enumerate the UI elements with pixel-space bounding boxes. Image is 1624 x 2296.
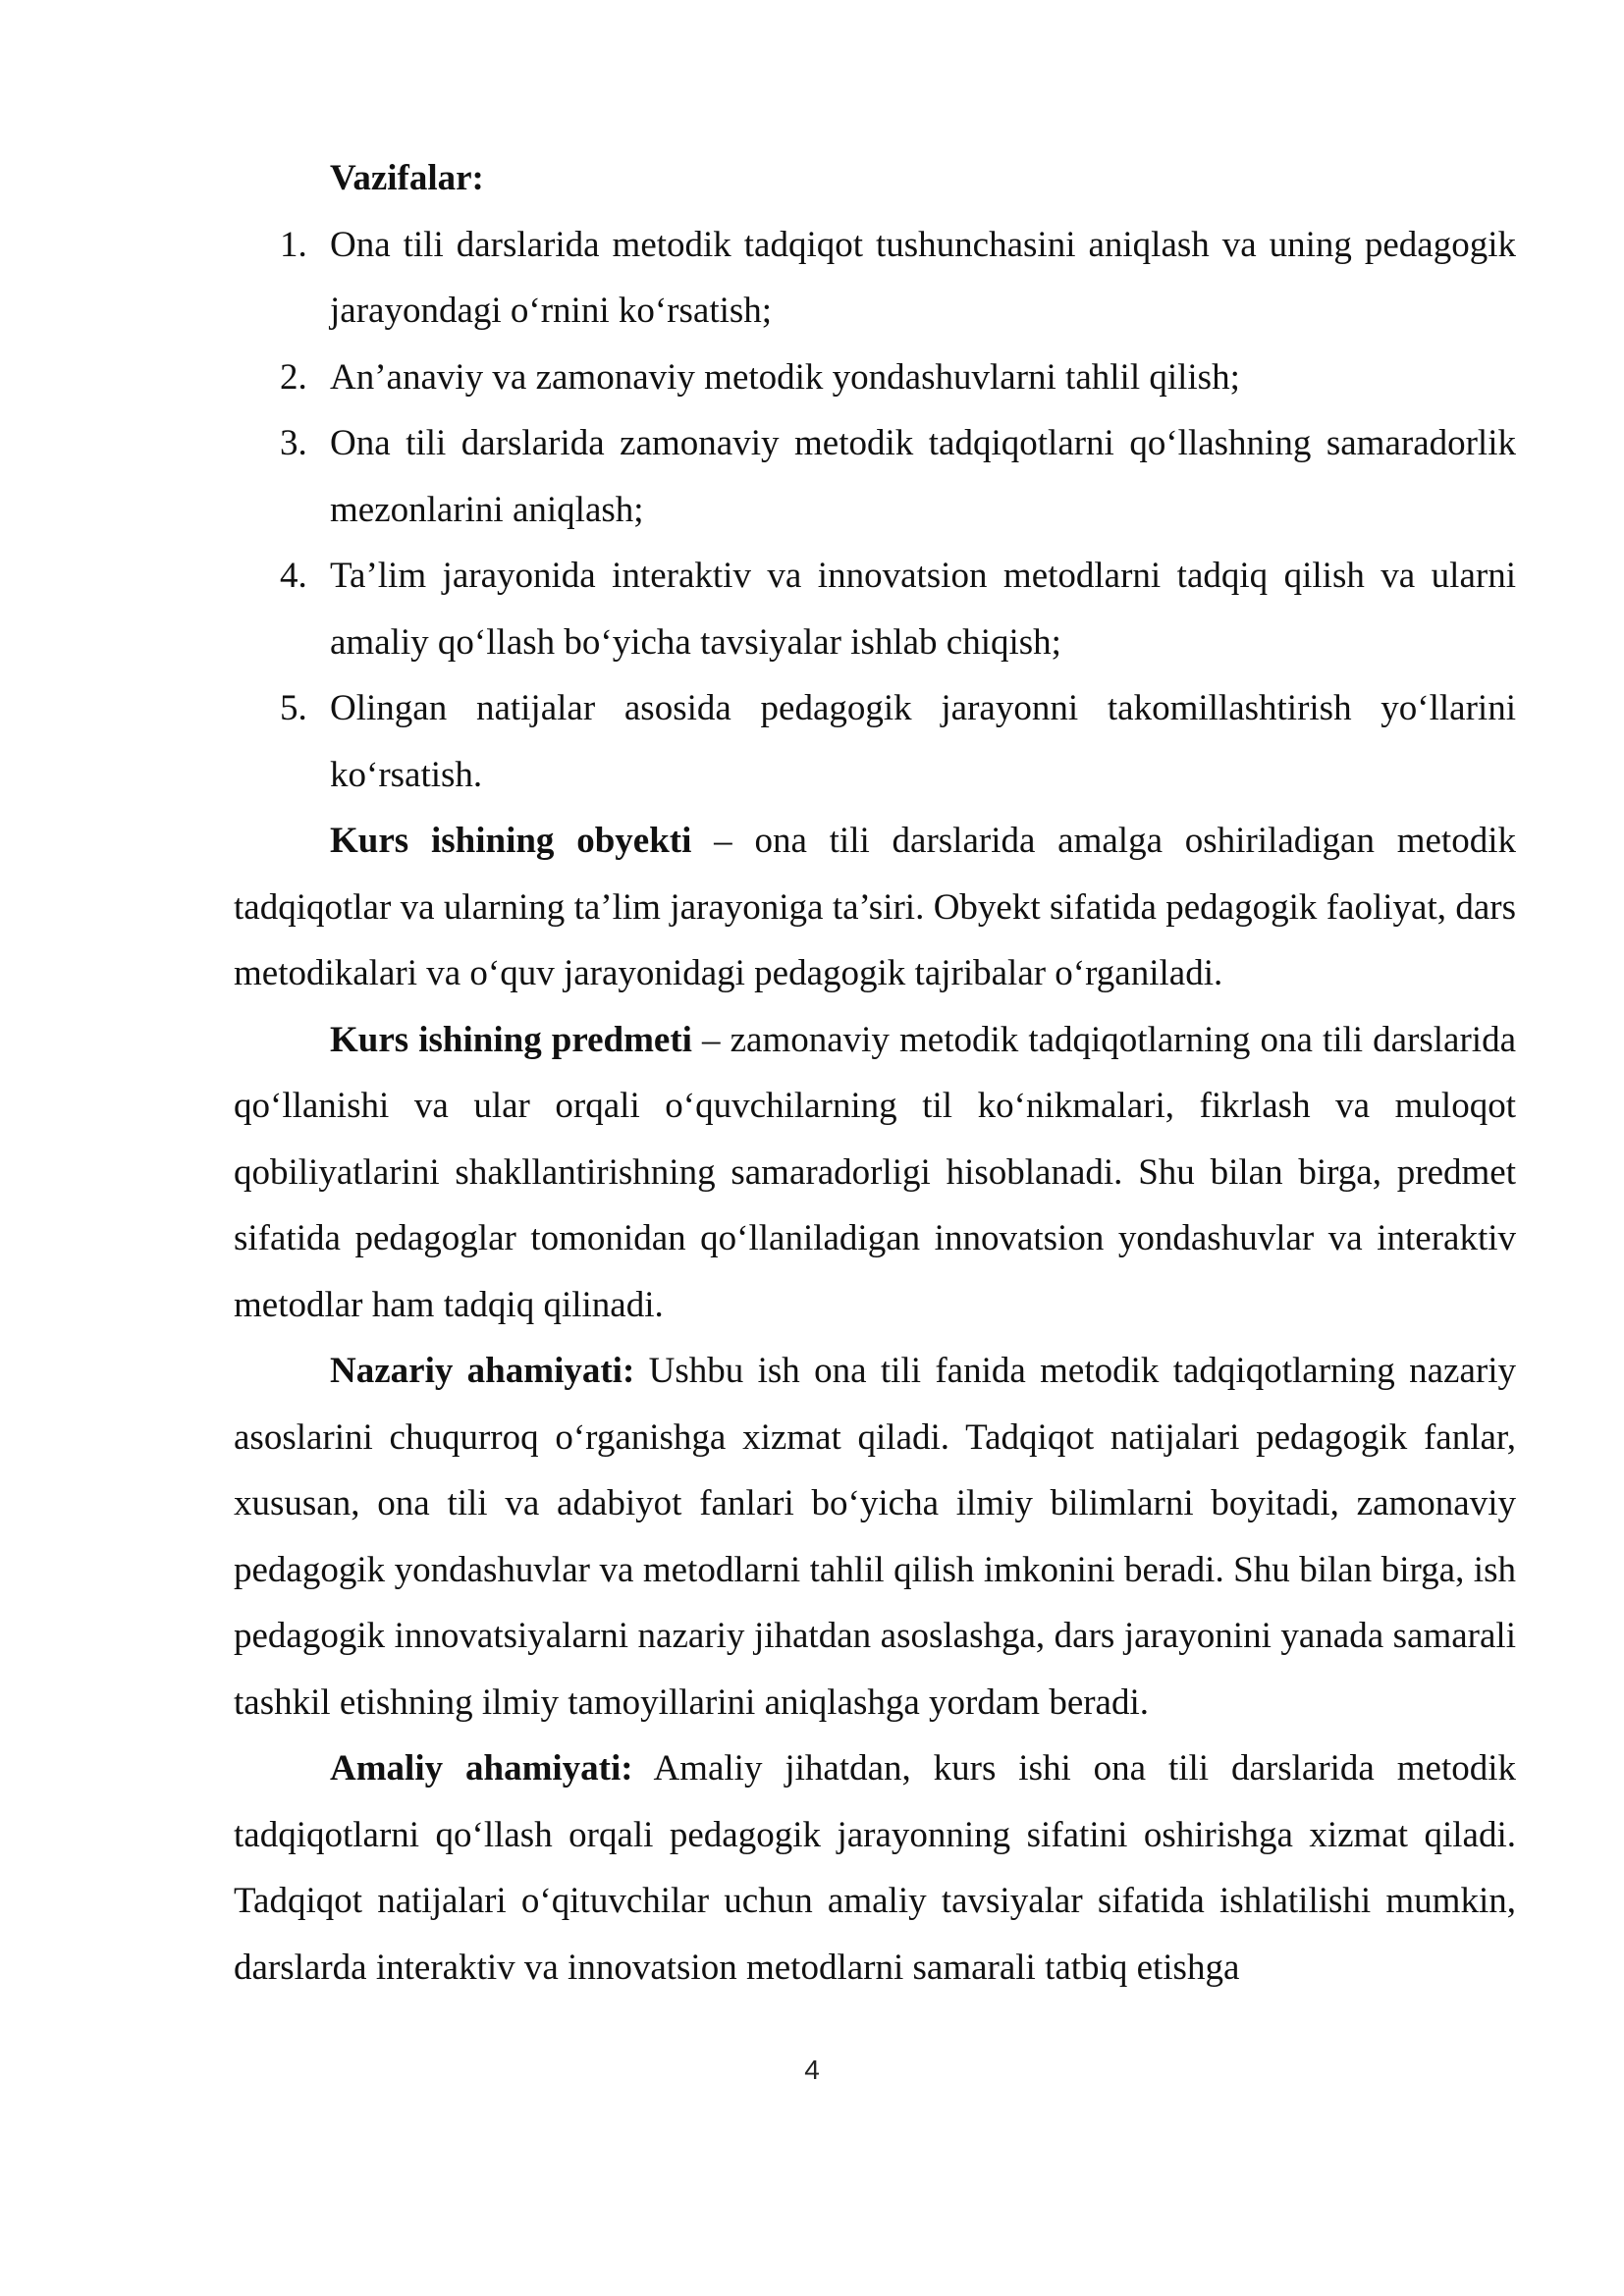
list-item-text: Ona tili darslarida metodik tadqiqot tushunchasini aniqlash va uning pedagogik jarayondagi o‘rnini ko‘rsatish; bbox=[330, 224, 1516, 331]
list-item-number: 5. bbox=[280, 688, 307, 728]
list-item-number: 3. bbox=[280, 423, 307, 463]
list-item bbox=[234, 410, 1516, 543]
practical-significance-paragraph bbox=[234, 1735, 1516, 2001]
list-item-number: 2. bbox=[280, 356, 307, 398]
subject-paragraph bbox=[234, 1007, 1516, 1339]
object-term: Kurs ishining obyekti bbox=[330, 821, 692, 861]
tasks-list bbox=[234, 212, 1516, 809]
list-item-text: An’anaviy va zamonaviy metodik yondashuvlarni tahlil qilish; bbox=[330, 356, 1240, 398]
list-item-text: Olingan natijalar asosida pedagogik jarayonni takomillashtirish yo‘llarini ko‘rsatish. bbox=[330, 688, 1516, 795]
theoretical-significance-paragraph bbox=[234, 1338, 1516, 1735]
list-item-text: Ta’lim jarayonida interaktiv va innovatsion metodlarni tadqiq qilish va ularni amaliy qo‘llash bo‘yicha tavsiyalar ishlab chiqish; bbox=[330, 556, 1516, 663]
practical-significance-term: Amaliy ahamiyati: bbox=[330, 1748, 633, 1789]
theoretical-significance-term: Nazariy ahamiyati: bbox=[330, 1351, 635, 1391]
subject-term: Kurs ishining predmeti bbox=[330, 1019, 692, 1060]
theoretical-significance-text: Ushbu ish ona tili fanida metodik tadqiqotlarning nazariy asoslarini chuqurroq o‘rganishga xizmat qiladi. Tadqiqot natijalari pedagogik fanlar, xususan, ona tili va adabiyot fanlari bo‘yicha ilmiy bilimlarni boyitadi, zamonaviy pedagogik yondashuvlar va metodlarni tahlil qilish imkonini beradi. Shu bilan birga, ish pedagogik innovatsiyalarni nazariy jihatdan asoslashga, dars jarayonini yanada samarali tashkil etishning ilmiy tamoyillarini aniqlashga yordam beradi. bbox=[234, 1351, 1516, 1723]
list-item bbox=[234, 543, 1516, 675]
page-number: 4 bbox=[804, 2055, 820, 2085]
object-paragraph bbox=[234, 808, 1516, 1007]
list-item bbox=[234, 675, 1516, 808]
list-item bbox=[234, 345, 1516, 411]
subject-text: – zamonaviy metodik tadqiqotlarning ona tili darslarida qo‘llanishi va ular orqali o‘quvchilarning til ko‘nikmalari, fikrlash va muloqot qobiliyatlarini shakllantirishning samaradorligi hisoblanadi. Shu bilan birga, predmet sifatida pedagoglar tomonidan qo‘llaniladigan innovatsion yondashuvlar va interaktiv metodlar ham tadqiq qilinadi. bbox=[234, 1019, 1516, 1325]
tasks-heading: Vazifalar: bbox=[330, 158, 484, 198]
list-item-number: 1. bbox=[280, 224, 307, 265]
object-text: – ona tili darslarida amalga oshiriladigan metodik tadqiqotlar va ularning ta’lim jarayoniga ta’siri. Obyekt sifatida pedagogik faoliyat, dars metodikalari va o‘quv jarayonidagi pedagogik tajribalar o‘rganiladi. bbox=[234, 821, 1516, 993]
list-item-number: 4. bbox=[280, 556, 307, 596]
list-item bbox=[234, 212, 1516, 345]
list-item-text: Ona tili darslarida zamonaviy metodik tadqiqotlarni qo‘llashning samaradorlik mezonlarini aniqlash; bbox=[330, 423, 1516, 530]
page-body bbox=[234, 145, 1516, 2001]
practical-significance-text: Amaliy jihatdan, kurs ishi ona tili darslarida metodik tadqiqotlarni qo‘llash orqali pedagogik jarayonning sifatini oshirishga xizmat qiladi. Tadqiqot natijalari o‘qituvchilar uchun amaliy tavsiyalar sifatida ishlatilishi mumkin, darslarda interaktiv va innovatsion metodlarni samarali tatbiq etishga bbox=[234, 1748, 1517, 1988]
